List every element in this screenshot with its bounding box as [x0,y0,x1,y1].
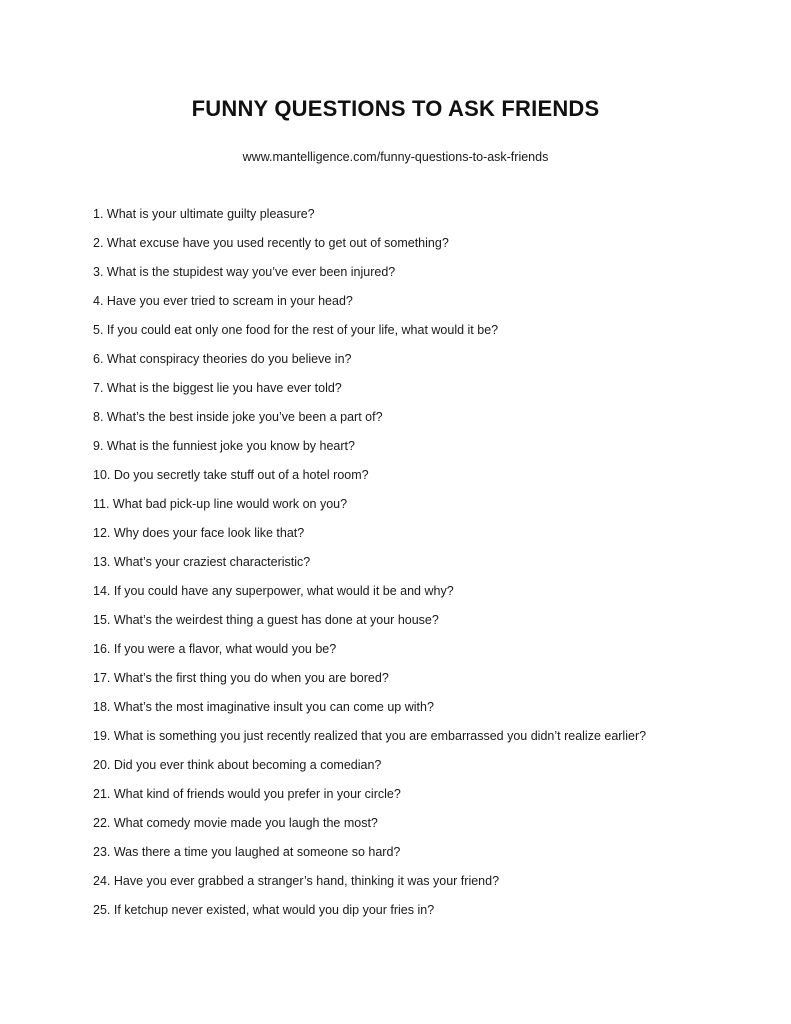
question-item: 7. What is the biggest lie you have ever told? [93,381,342,395]
question-item: 9. What is the funniest joke you know by heart? [93,439,355,453]
source-url: www.mantelligence.com/funny-questions-to-ask-friends [242,150,549,164]
question-item: 19. What is something you just recently realized that you are embarrassed you didn’t realize earlier? [93,729,647,743]
page-title: FUNNY QUESTIONS TO ASK FRIENDS [191,96,600,121]
question-item: 14. If you could have any superpower, what would it be and why? [93,584,454,598]
questions-list [93,206,753,931]
question-item: 25. If ketchup never existed, what would you dip your fries in? [93,903,435,917]
question-item: 5. If you could eat only one food for the rest of your life, what would it be? [93,323,499,337]
question-item: 13. What’s your craziest characteristic? [93,555,311,569]
question-item: 2. What excuse have you used recently to get out of something? [93,236,449,250]
question-item: 11. What bad pick-up line would work on you? [93,497,348,511]
question-item: 10. Do you secretly take stuff out of a hotel room? [93,468,369,482]
question-item: 1. What is your ultimate guilty pleasure? [93,207,315,221]
question-item: 23. Was there a time you laughed at someone so hard? [93,845,401,859]
question-item: 4. Have you ever tried to scream in your head? [93,294,353,308]
question-item: 12. Why does your face look like that? [93,526,305,540]
question-item: 15. What’s the weirdest thing a guest has done at your house? [93,613,439,627]
question-item: 22. What comedy movie made you laugh the most? [93,816,378,830]
question-item: 20. Did you ever think about becoming a comedian? [93,758,382,772]
question-item: 17. What’s the first thing you do when you are bored? [93,671,389,685]
question-item: 21. What kind of friends would you prefer in your circle? [93,787,401,801]
question-item: 24. Have you ever grabbed a stranger’s hand, thinking it was your friend? [93,874,500,888]
question-item: 16. If you were a flavor, what would you be? [93,642,337,656]
question-item: 18. What’s the most imaginative insult you can come up with? [93,700,434,714]
question-item: 3. What is the stupidest way you’ve ever been injured? [93,265,396,279]
question-item: 8. What’s the best inside joke you’ve been a part of? [93,410,383,424]
question-item: 6. What conspiracy theories do you believe in? [93,352,352,366]
